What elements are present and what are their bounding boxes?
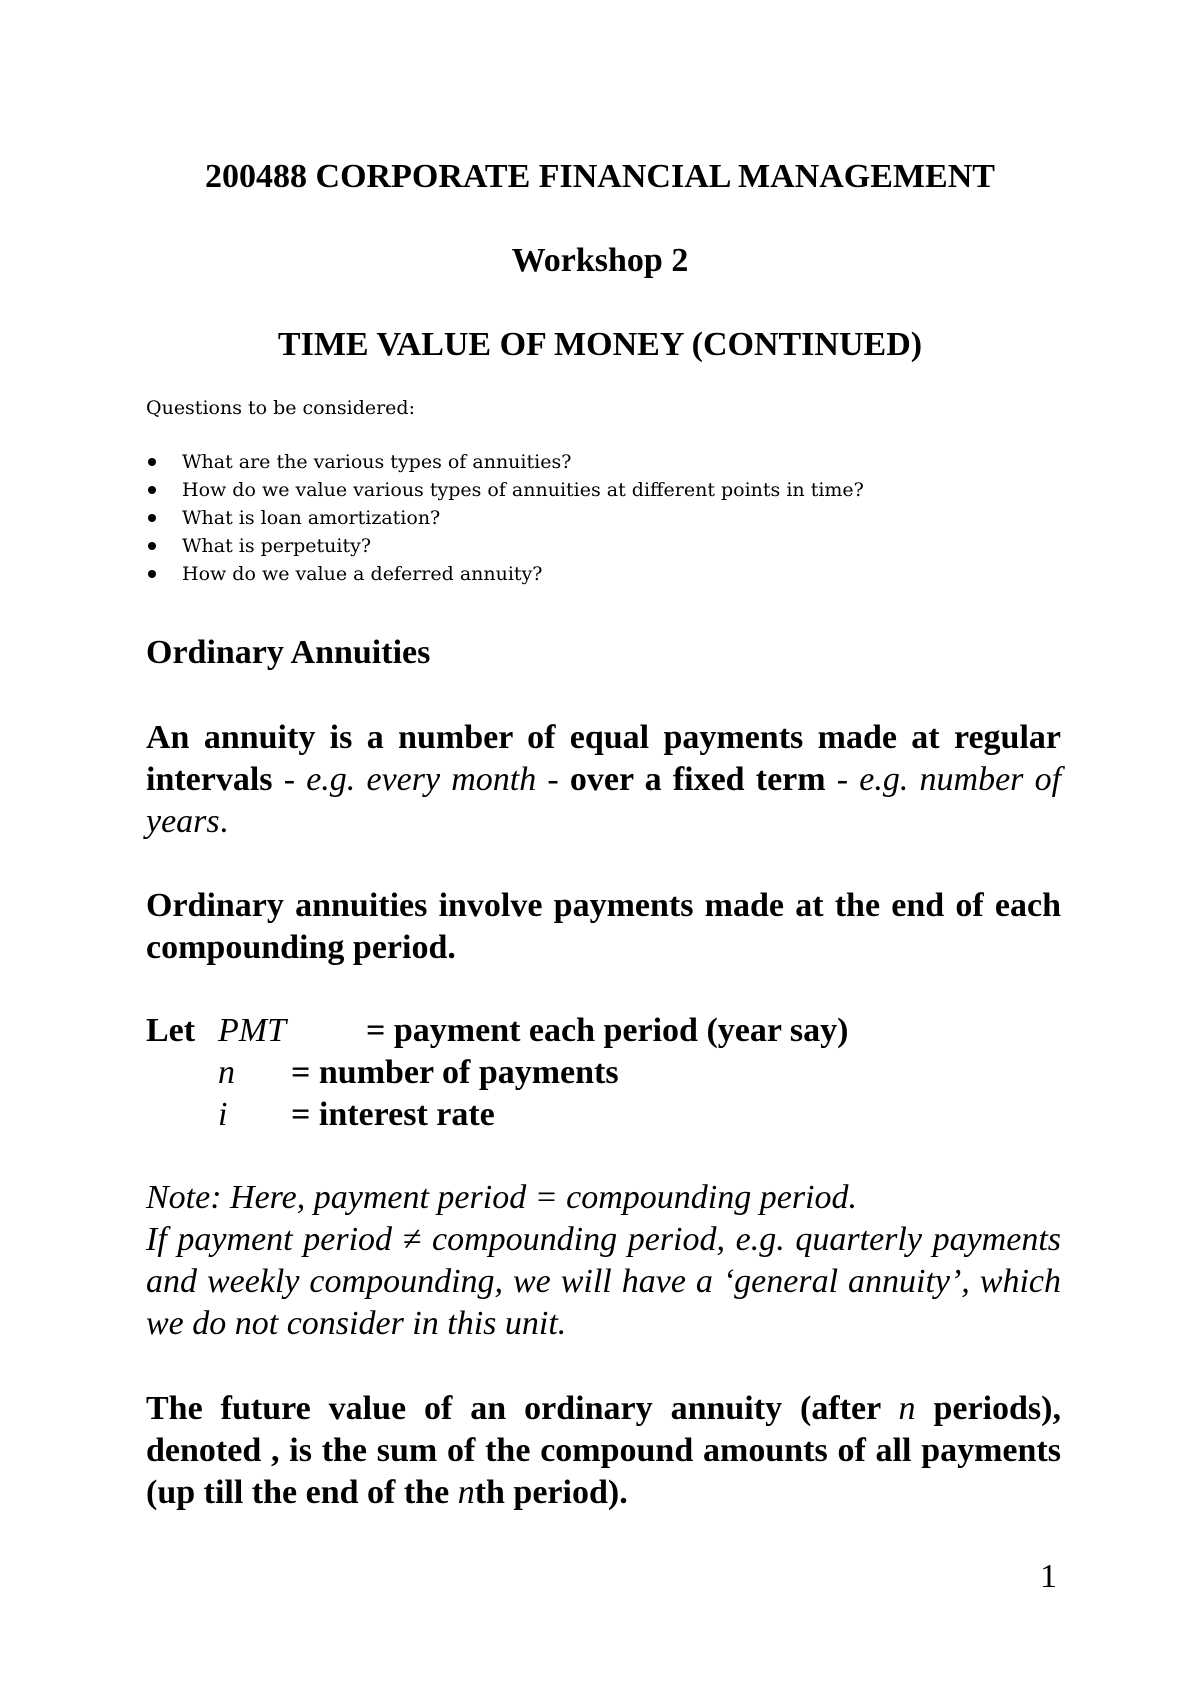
variable-definition: = interest rate <box>291 1096 495 1133</box>
variable-definition: = payment each period (year say) <box>366 1012 849 1049</box>
separator: - <box>272 761 307 798</box>
variable-symbol: i <box>218 1096 228 1133</box>
fv-var-n: n <box>898 1390 916 1427</box>
list-item <box>146 476 864 504</box>
fv-var-n: n <box>457 1474 475 1511</box>
question-text: What is perpetuity? <box>182 535 372 557</box>
page-number: 1 <box>1040 1558 1057 1595</box>
future-value-definition <box>146 1388 1061 1514</box>
fv-text-1: The future value of an ordinary annuity (after <box>146 1390 899 1427</box>
annuity-definition <box>146 717 1061 843</box>
questions-label: Questions to be considered: <box>146 397 415 419</box>
list-item <box>146 504 864 532</box>
bullet-icon <box>148 514 156 522</box>
separator: - <box>825 761 860 798</box>
question-text: How do we value various types of annuities at different points in time? <box>182 479 864 501</box>
course-title: 200488 CORPORATE FINANCIAL MANAGEMENT <box>205 158 995 195</box>
ordinary-annuity-definition <box>146 885 1061 969</box>
period: . <box>219 803 229 840</box>
question-text: What is loan amortization? <box>182 507 441 529</box>
workshop-title: Workshop 2 <box>511 242 689 279</box>
fv-text-3: th period). <box>474 1474 628 1511</box>
example-italic-1: e.g. every month <box>306 761 537 798</box>
variable-definition: = number of payments <box>291 1054 619 1091</box>
variable-symbol: n <box>218 1054 235 1091</box>
fv-text-2: periods), denoted , is the sum of the compound amounts of all payments (up till the end of the <box>146 1390 1061 1511</box>
note-line-2: If payment period ≠ compounding period, e.g. quarterly payments and weekly compounding, we will have a ‘general annuity’, which we do not consider in this unit. <box>146 1221 1061 1342</box>
list-item <box>146 560 864 588</box>
separator: - <box>536 761 570 798</box>
bullet-icon <box>148 486 156 494</box>
definition-bold-1: An annuity is a number of equal payments made at regular intervals <box>146 719 1061 798</box>
list-item <box>146 532 864 560</box>
ordinary-definition-text: Ordinary annuities involve payments made at the end of each compounding period. <box>146 887 1061 966</box>
questions-list <box>146 448 864 588</box>
section-heading: Ordinary Annuities <box>146 634 431 671</box>
bullet-icon <box>148 458 156 466</box>
topic-title: TIME VALUE OF MONEY (CONTINUED) <box>277 326 923 363</box>
bullet-icon <box>148 542 156 550</box>
example-italic-2: e.g. number of years <box>146 761 1062 840</box>
question-text: What are the various types of annuities? <box>182 451 572 473</box>
note-block <box>146 1177 1061 1345</box>
question-text: How do we value a deferred annuity? <box>182 563 543 585</box>
variable-symbol: PMT <box>218 1012 286 1049</box>
let-word: Let <box>146 1012 196 1049</box>
definition-bold-2: over a fixed term <box>569 761 826 798</box>
note-line-1: Note: Here, payment period = compounding period. <box>146 1179 857 1216</box>
bullet-icon <box>148 570 156 578</box>
list-item <box>146 448 864 476</box>
